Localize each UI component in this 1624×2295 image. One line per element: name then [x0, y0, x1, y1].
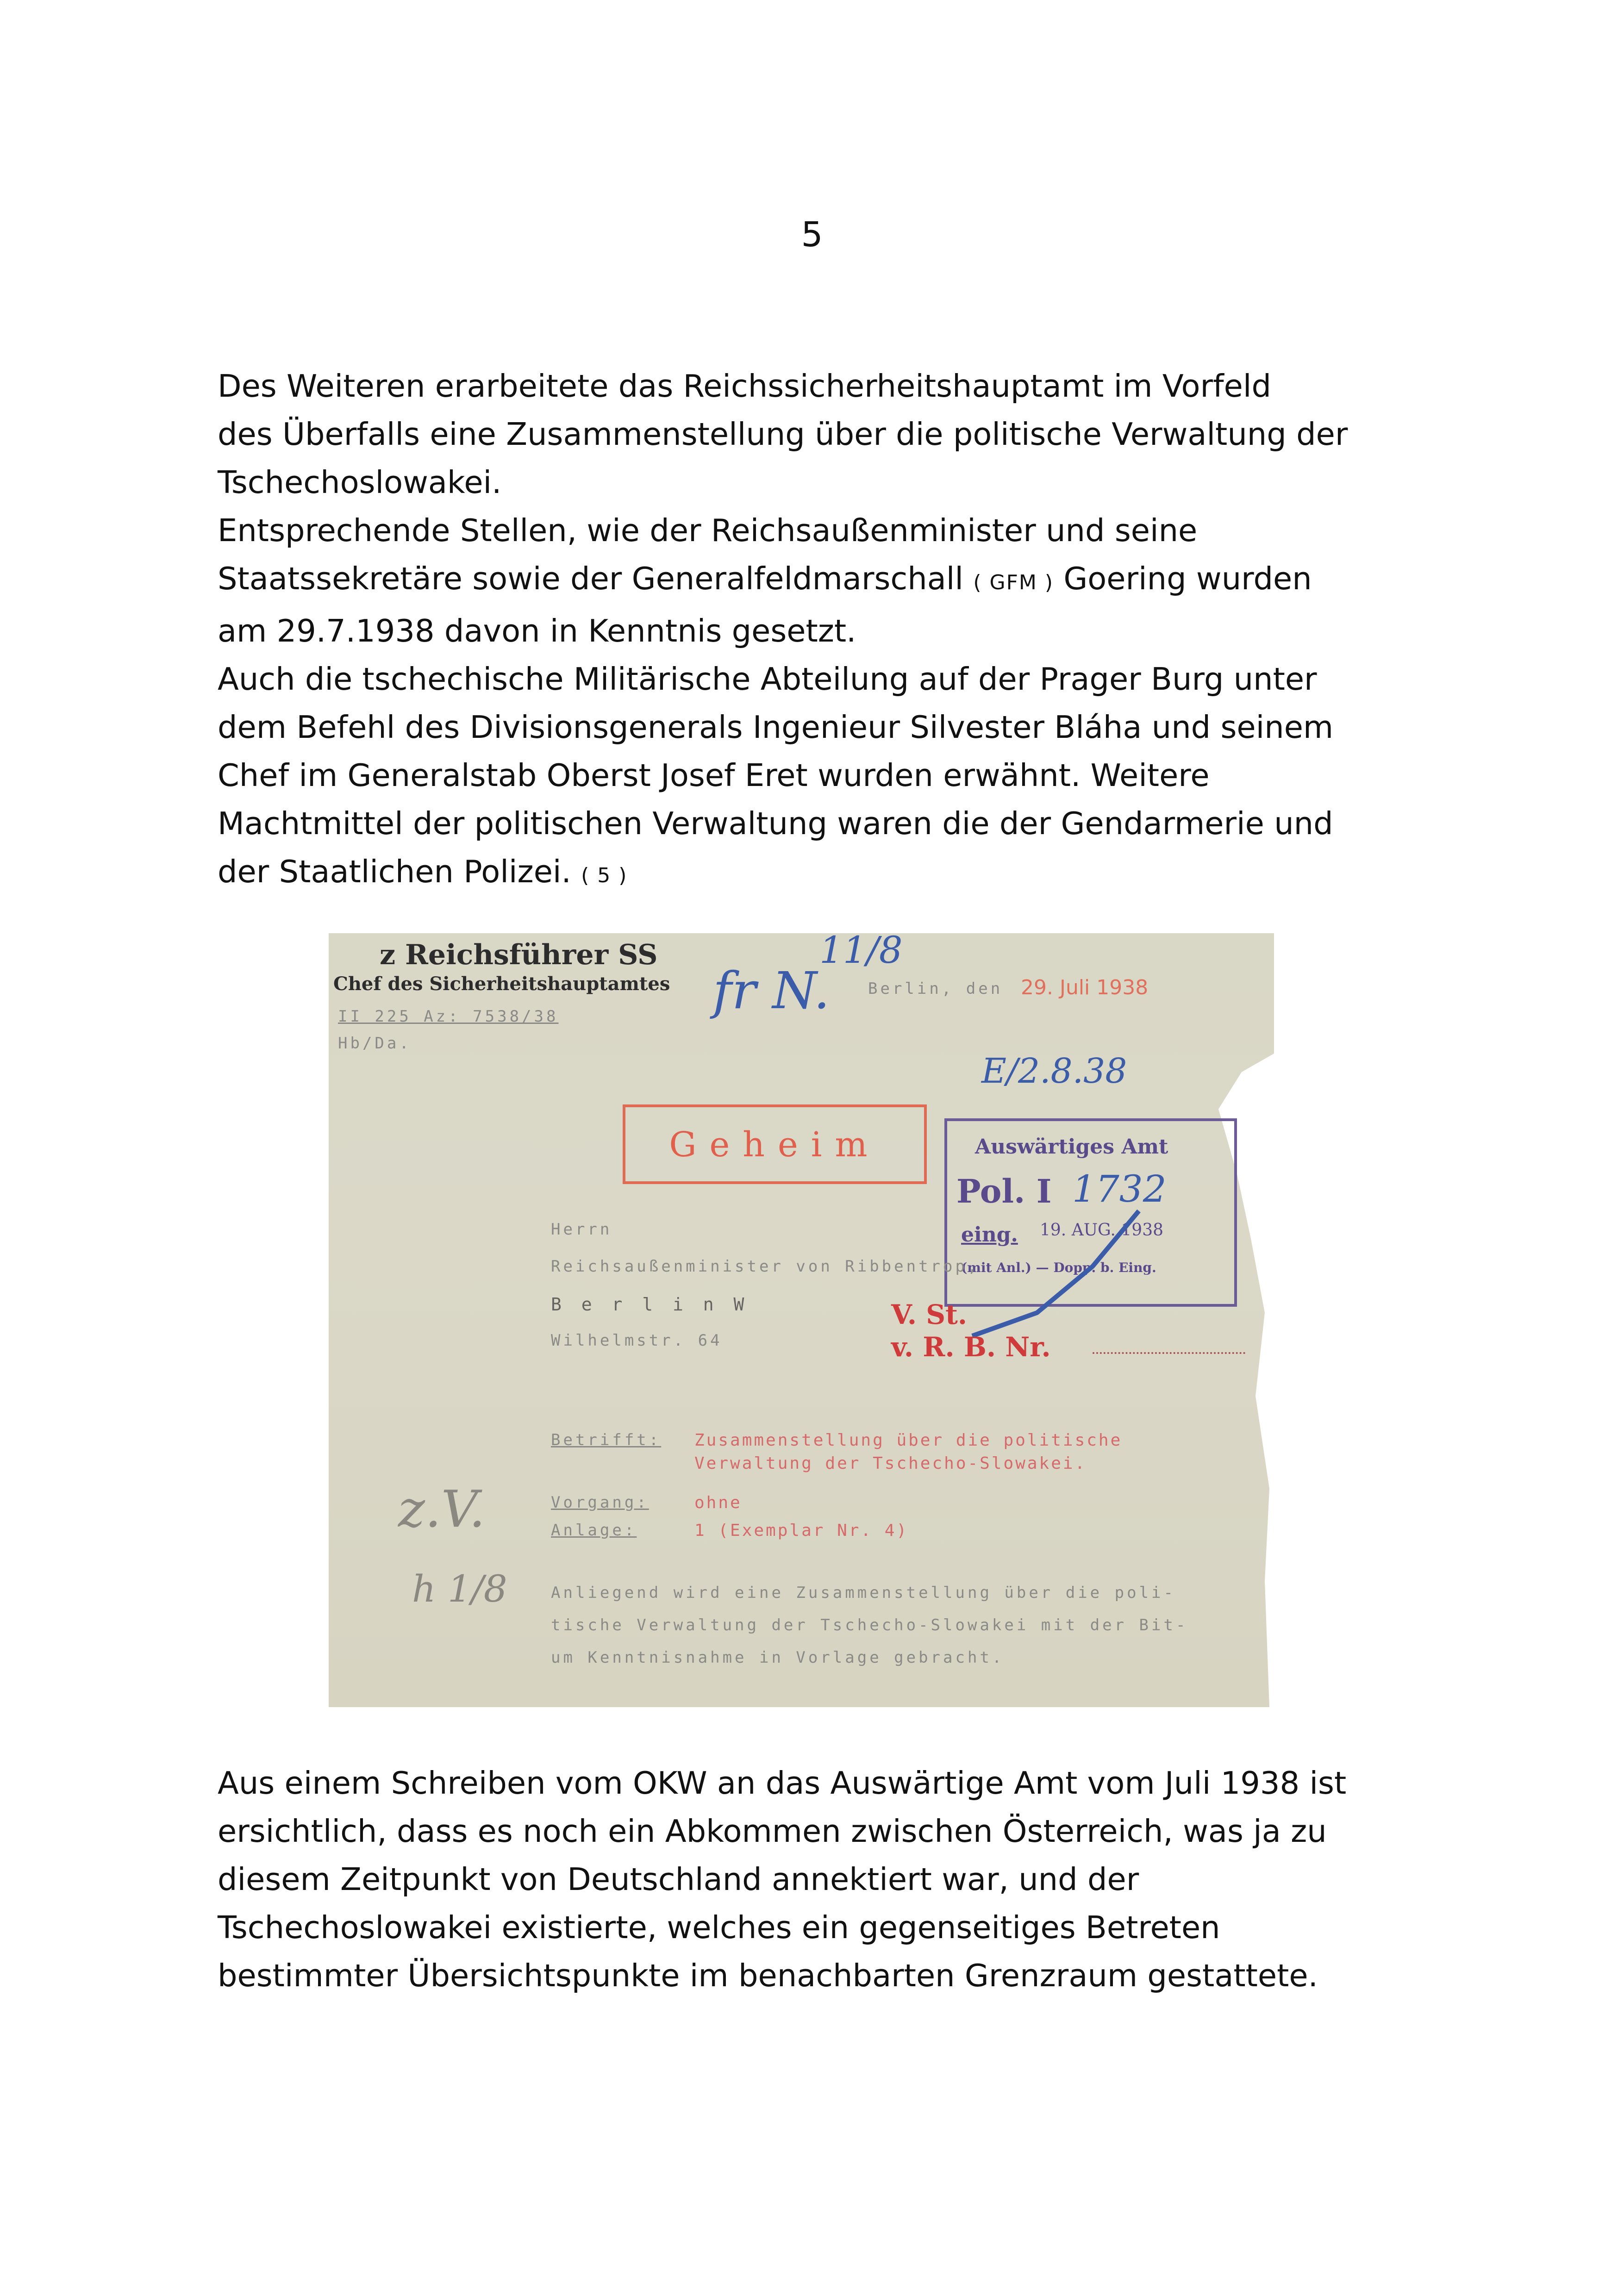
paragraph-intro — [218, 362, 1421, 900]
date-stamp: 29. Juli 1938 — [1021, 976, 1149, 999]
letterhead-office: Chef des Sicherheitshauptamtes — [333, 973, 670, 995]
text-line: Entsprechende Stellen, wie der Reichsaußenminister und seine — [218, 512, 1198, 549]
reference-number: II 225 Az: 7538/38 — [338, 1007, 559, 1026]
address-city: B e r l i n W — [551, 1294, 749, 1315]
reference-value: ohne — [694, 1493, 742, 1512]
body-line: Anliegend wird eine Zusammenstellung über die poli- — [551, 1584, 1176, 1602]
stamp-received-date: 19. AUG. 1938 — [1040, 1221, 1164, 1240]
subject-label: Betrifft: — [551, 1431, 662, 1449]
address-street: Wilhelmstr. 64 — [551, 1331, 723, 1350]
text-segment: der Staatlichen Polizei. — [218, 854, 571, 890]
text-line: am 29.7.1938 davon in Kenntnis gesetzt. — [218, 613, 856, 649]
subject-line-2: Verwaltung der Tschecho-Slowakei. — [694, 1454, 1087, 1473]
abbreviation-gfm: ( GFM ) — [973, 571, 1054, 594]
secret-stamp — [623, 1104, 927, 1184]
letterhead-reichsfuehrer: z Reichsführer SS — [380, 939, 658, 971]
footnote-reference: ( 5 ) — [581, 864, 628, 887]
text-line — [218, 555, 1421, 607]
text-line — [218, 848, 1421, 900]
red-annotation-vst: V. St. — [891, 1299, 968, 1330]
stamp-received-label: eing. — [961, 1223, 1018, 1247]
reference-label: Vorgang: — [551, 1493, 649, 1512]
text-line: ersichtlich, dass es noch ein Abkommen zwischen Österreich, was ja zu — [218, 1813, 1327, 1849]
attachment-value: 1 (Exemplar Nr. 4) — [694, 1521, 909, 1540]
stamp-department: Pol. I — [956, 1172, 1052, 1210]
secret-stamp-label: Geheim — [669, 1125, 881, 1165]
address-recipient: Reichsaußenminister von Ribbentrop, — [551, 1257, 980, 1276]
text-line: Tschechoslowakei. — [218, 464, 502, 500]
text-segment: Staatssekretäre sowie der Generalfeldmarschall — [218, 561, 964, 597]
handwritten-initials: fr N. — [713, 961, 830, 1020]
text-line: bestimmter Übersichtspunkte im benachbarten Grenzraum gestattete. — [218, 1958, 1318, 1994]
handwritten-margin-date: h 1/8 — [412, 1567, 507, 1610]
reference-initials: Hb/Da. — [338, 1034, 412, 1053]
paragraph-okw-letter — [218, 1759, 1421, 2000]
stamp-annex-note: (mit Anl.) — Dopp. b. Eing. — [961, 1260, 1156, 1275]
journal-number: E/2.8.38 — [981, 1051, 1127, 1091]
place-date-label: Berlin, den — [868, 979, 1003, 998]
text-line: dem Befehl des Divisionsgenerals Ingenieur Silvester Bláha und seinem — [218, 709, 1334, 745]
text-line: Des Weiteren erarbeitete das Reichssicherheitshauptamt im Vorfeld — [218, 368, 1271, 404]
handwritten-margin-note: z.V. — [398, 1479, 486, 1539]
dotted-line — [1093, 1352, 1245, 1354]
handwritten-date: 11/8 — [819, 933, 903, 972]
stamp-entry-number: 1732 — [1072, 1167, 1167, 1210]
text-line: Chef im Generalstab Oberst Josef Eret wurden erwähnt. Weitere — [218, 757, 1210, 793]
text-segment: Goering wurden — [1063, 561, 1312, 597]
text-line: Machtmittel der politischen Verwaltung waren die der Gendarmerie und — [218, 805, 1333, 842]
address-salutation: Herrn — [551, 1220, 612, 1239]
attachment-label: Anlage: — [551, 1521, 637, 1540]
body-line: tische Verwaltung der Tschecho-Slowakei mit der Bit- — [551, 1616, 1188, 1634]
text-line: Auch die tschechische Militärische Abteilung auf der Prager Burg unter — [218, 661, 1317, 697]
red-annotation-vr-bnr: v. R. B. Nr. — [891, 1331, 1051, 1363]
text-line: Tschechoslowakei existierte, welches ein gegenseitiges Betreten — [218, 1909, 1220, 1946]
body-line: um Kenntnisnahme in Vorlage gebracht. — [551, 1648, 1005, 1667]
torn-edge — [1200, 933, 1274, 1707]
archival-document-image — [329, 933, 1274, 1707]
text-line: diesem Zeitpunkt von Deutschland annektiert war, und der — [218, 1861, 1139, 1897]
text-line: Aus einem Schreiben vom OKW an das Auswärtige Amt vom Juli 1938 ist — [218, 1765, 1347, 1801]
stamp-office: Auswärtiges Amt — [975, 1135, 1168, 1159]
page-number: 5 — [801, 215, 823, 255]
subject-line-1: Zusammenstellung über die politische — [694, 1431, 1123, 1450]
text-line: des Überfalls eine Zusammenstellung über die politische Verwaltung der — [218, 416, 1348, 452]
